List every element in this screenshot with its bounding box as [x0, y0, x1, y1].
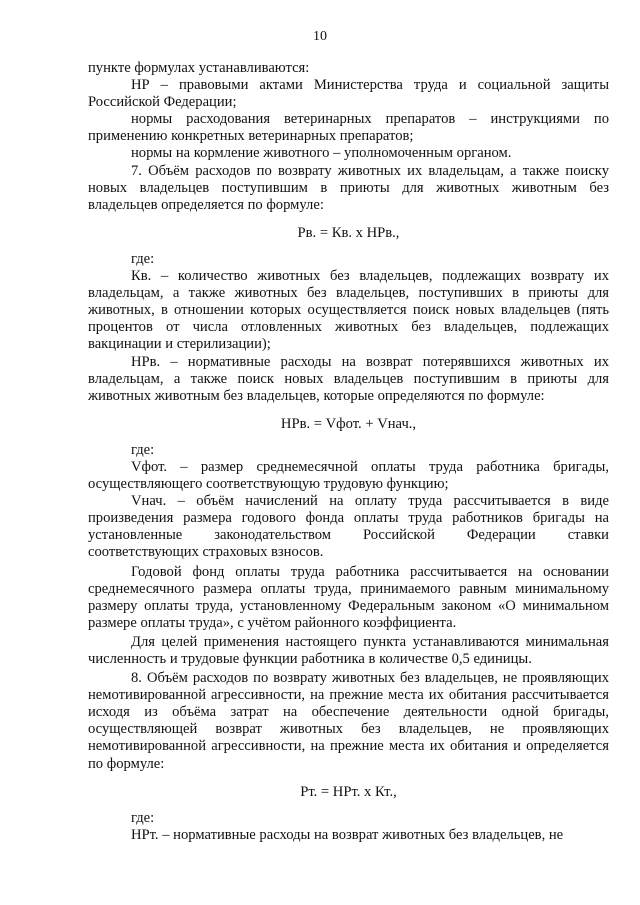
paragraph-hrv: НРв. – нормативные расходы на возврат потерявшихся животных их владельцам, а также поиск новых владельцев поступившим в приюты для животных животным без владельцев, которые определяются по формуле: [88, 353, 609, 404]
paragraph-staffing: Для целей применения настоящего пункта устанавливаются минимальная численность и трудовые функции работника в количестве 0,5 единицы. [88, 633, 609, 667]
paragraph-intro: пункте формулах устанавливаются: [88, 60, 310, 76]
paragraph-hrt: НРт. – нормативные расходы на возврат животных без владельцев, не [131, 826, 564, 843]
paragraph-vet-norms: нормы расходования ветеринарных препаратов – инструкциями по применению конкретных ветеринарных препаратов; [88, 111, 609, 145]
paragraph-annual-fund: Годовой фонд оплаты труда работника рассчитывается на основании среднемесячного размера оплаты труда, принимаемого равным минимальному размеру оплаты труда, установленному Федеральным законом «О минимальном размере оплаты труда», с учётом районного коэффициента. [88, 563, 609, 631]
paragraph-feed-norms: нормы на кормление животного – уполномоченным органом. [131, 145, 512, 162]
paragraph-where: где: [131, 809, 155, 826]
paragraph-kv: Кв. – количество животных без владельцев, подлежащих возврату их владельцам, а также животных без владельцев, поступивших в приюты для животных, в отношении которых осуществляется поиск новых владельцев (пять процентов от числа отловленных животных без владельцев, подлежащих вакцинации и стерилизации); [88, 268, 609, 353]
document-body [88, 60, 609, 844]
page-number: 10 [313, 29, 327, 44]
paragraph-item-7: 7. Объём расходов по возврату животных их владельцам, а также поиску новых владельцев поступившим в приюты для животных животным без владельцев определяется по формуле: [88, 162, 609, 213]
paragraph-item-8: 8. Объём расходов по возврату животных без владельцев, не проявляющих немотивированной агрессивности, на прежние места их обитания рассчитывается исходя из объёма затрат на обеспечение деятельности одной бригады, осуществляющей возврат животных без владельцев, не проявляющих немотивированной агрессивности, на прежние места их обитания и определяется по формуле: [88, 670, 609, 772]
paragraph-hr: НР – правовыми актами Министерства труда и социальной защиты Российской Федерации; [88, 77, 609, 111]
formula-rv: Рв. = Кв. х НРв., [297, 224, 400, 241]
formula-rt: Рт. = НРт. х Кт., [300, 783, 397, 800]
paragraph-vfot: Vфот. – размер среднемесячной оплаты труда работника бригады, осуществляющего соответствующую трудовую функцию; [88, 458, 609, 493]
paragraph-where: где: [131, 250, 155, 267]
paragraph-where: где: [131, 441, 155, 458]
formula-hrv: НРв. = Vфот. + Vнач., [280, 415, 417, 432]
paragraph-vnach: Vнач. – объём начислений на оплату труда рассчитывается в виде произведения размера годового фонда оплаты труда работников бригады на установленные законодательством Российской Федерации ставки соответствующих страховых взносов. [88, 493, 609, 561]
